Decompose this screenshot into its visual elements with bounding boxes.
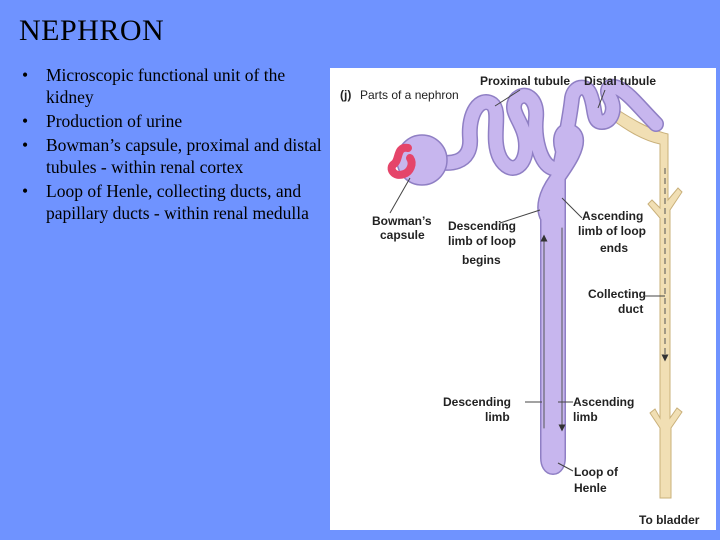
bullet-text: Bowman’s capsule, proximal and distal tubules - within renal cortex: [46, 135, 322, 177]
bullet-item: [22, 180, 327, 224]
label-to-bladder: To bladder: [639, 513, 700, 527]
label-descending-begins-2: limb of loop: [448, 234, 516, 248]
label-ascending-ends-1: Ascending: [582, 209, 644, 223]
bullet-item: [22, 64, 327, 108]
bullet-marker: •: [22, 111, 29, 131]
caption-text: Parts of a nephron: [360, 88, 459, 102]
label-descending-begins-3: begins: [462, 253, 501, 267]
label-ascending-limb-1: Ascending: [573, 395, 635, 409]
bullet-marker: •: [22, 65, 29, 85]
label-proximal-tubule: Proximal tubule: [480, 74, 571, 88]
nephron-tubule: [425, 87, 656, 467]
bullet-text: Loop of Henle, collecting ducts, and papillary ducts - within renal medulla: [46, 181, 309, 223]
slide-title: NEPHRON: [19, 14, 165, 47]
nephron-diagram: [330, 68, 716, 530]
nephron-diagram-panel: [330, 68, 716, 530]
bullet-text: Production of urine: [46, 111, 183, 131]
caption-letter: (j): [340, 88, 352, 102]
label-descending-limb-1: Descending: [443, 395, 512, 409]
label-bowmans-2: capsule: [380, 228, 425, 242]
bullet-item: [22, 110, 327, 132]
label-collecting-2: duct: [618, 302, 644, 316]
label-descending-begins-1: Descending: [448, 219, 517, 233]
label-collecting-1: Collecting: [588, 287, 647, 301]
bullet-marker: •: [22, 135, 29, 155]
bowmans-capsule: [392, 135, 447, 185]
label-ascending-limb-2: limb: [573, 410, 598, 424]
label-loop-henle-2: Henle: [574, 481, 607, 495]
label-bowmans-1: Bowman’s: [372, 214, 432, 228]
bullet-item: [22, 134, 327, 178]
label-ascending-ends-2: limb of loop: [578, 224, 646, 238]
bullet-list: [22, 64, 327, 226]
label-loop-henle-1: Loop of: [574, 465, 618, 479]
bullet-marker: •: [22, 181, 29, 201]
label-ascending-ends-3: ends: [600, 241, 629, 255]
label-distal-tubule: Distal tubule: [584, 74, 657, 88]
label-descending-limb-2: limb: [485, 410, 510, 424]
bullet-text: Microscopic functional unit of the kidney: [46, 65, 286, 107]
